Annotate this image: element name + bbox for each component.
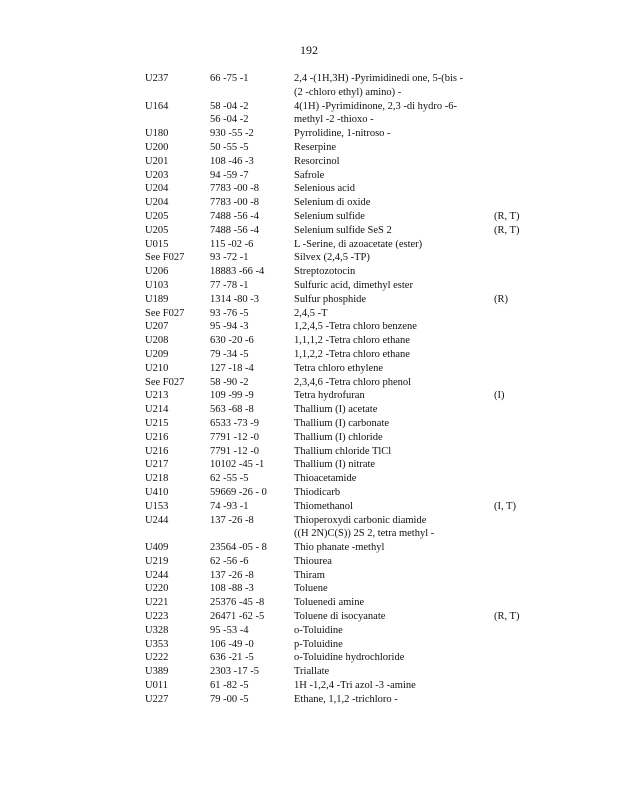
table-row (145, 445, 545, 459)
cas-number-line: 62 -56 -6 (210, 555, 249, 567)
substance-name (294, 155, 494, 169)
table-row (145, 486, 545, 500)
cas-number-line: 10102 -45 -1 (210, 459, 265, 471)
hazard-code: (R) (494, 293, 508, 305)
substance-name (294, 224, 494, 238)
waste-code: U209 (145, 348, 169, 360)
cas-number (210, 224, 294, 238)
waste-code: U389 (145, 666, 169, 678)
cas-number-line: 109 -99 -9 (210, 390, 254, 402)
cas-number (210, 279, 294, 293)
cas-number (210, 210, 294, 224)
table-row (145, 638, 545, 652)
waste-code: U164 (145, 100, 169, 112)
waste-code: U203 (145, 169, 169, 181)
waste-code: U213 (145, 390, 169, 402)
cas-number-line: 74 -93 -1 (210, 500, 249, 512)
table-row (145, 596, 545, 610)
cas-number (210, 486, 294, 500)
hazard-code: (R, T) (494, 611, 520, 623)
cas-number (210, 293, 294, 307)
cas-number (210, 693, 294, 707)
cas-number (210, 638, 294, 652)
substance-name-line: 1,1,1,2 -Tetra chloro ethane (294, 335, 410, 347)
substance-name-line: Toluenedi amine (294, 597, 365, 609)
waste-code: U215 (145, 417, 169, 429)
cas-number-line: 26471 -62 -5 (210, 611, 265, 623)
hazard-code: (R, T) (494, 210, 520, 222)
waste-code: U206 (145, 266, 169, 278)
table-row (145, 458, 545, 472)
substance-name (294, 376, 494, 390)
entry-list (145, 72, 545, 707)
substance-name-line: Pyrrolidine, 1-nitroso - (294, 128, 391, 140)
cas-number (210, 624, 294, 638)
cas-number-line: 563 -68 -8 (210, 404, 254, 416)
substance-name (294, 417, 494, 431)
cas-number-line: 2303 -17 -5 (210, 666, 259, 678)
cas-number-line: 23564 -05 - 8 (210, 542, 267, 554)
substance-name-line: 2,4 -(1H,3H) -Pyrimidinedi one, 5-(bis - (294, 73, 464, 84)
waste-code: U205 (145, 210, 169, 222)
substance-name (294, 251, 494, 265)
substance-name (294, 458, 494, 472)
substance-name (294, 693, 494, 707)
cas-number-line: 115 -02 -6 (210, 238, 254, 250)
cas-number-line: 59669 -26 - 0 (210, 486, 267, 498)
waste-code: U189 (145, 293, 169, 305)
table-row (145, 293, 545, 307)
cas-number (210, 320, 294, 334)
waste-code: U205 (145, 224, 169, 236)
substance-name (294, 72, 494, 100)
substance-name (294, 169, 494, 183)
substance-name (294, 348, 494, 362)
waste-code: U015 (145, 238, 169, 250)
substance-name (294, 100, 494, 128)
cas-number (210, 389, 294, 403)
cas-number (210, 348, 294, 362)
cas-number-line: 50 -55 -5 (210, 141, 249, 153)
substance-name-line: Selenium sulfide SeS 2 (294, 224, 392, 236)
substance-name (294, 210, 494, 224)
table-row (145, 624, 545, 638)
cas-number-line: 636 -21 -5 (210, 652, 254, 664)
substance-name (294, 582, 494, 596)
substance-name-line: ((H 2N)C(S)) 2S 2, tetra methyl - (294, 528, 435, 540)
substance-name (294, 320, 494, 334)
waste-code: U153 (145, 500, 169, 512)
substance-name-line: Thio phanate -methyl (294, 542, 385, 554)
waste-code: U221 (145, 597, 169, 609)
cas-number-line: 137 -26 -8 (210, 569, 254, 581)
table-row (145, 610, 545, 624)
substance-name-line: Thiram (294, 569, 325, 581)
cas-number-line: 106 -49 -0 (210, 638, 254, 650)
table-row (145, 541, 545, 555)
cas-number (210, 651, 294, 665)
cas-number (210, 472, 294, 486)
substance-name-line: Thallium (I) carbonate (294, 417, 390, 429)
substance-name-line: Tetra hydrofuran (294, 390, 365, 402)
substance-name (294, 196, 494, 210)
substance-name (294, 389, 494, 403)
table-row (145, 665, 545, 679)
substance-name (294, 569, 494, 583)
substance-name-line: Silvex (2,4,5 -TP) (294, 252, 370, 264)
table-row (145, 569, 545, 583)
table-row (145, 320, 545, 334)
substance-name-line: Ethane, 1,1,2 -trichloro - (294, 693, 398, 705)
substance-name (294, 624, 494, 638)
table-row (145, 431, 545, 445)
cas-number (210, 265, 294, 279)
substance-name-line: Safrole (294, 169, 325, 181)
waste-code: U216 (145, 431, 169, 443)
substance-name (294, 445, 494, 459)
table-row (145, 348, 545, 362)
cas-number (210, 182, 294, 196)
table-row (145, 403, 545, 417)
cas-number (210, 100, 294, 128)
waste-code: U353 (145, 638, 169, 650)
substance-name-line: Thallium (I) acetate (294, 404, 378, 416)
substance-name-line: Triallate (294, 666, 330, 678)
substance-name-line: Selenium sulfide (294, 210, 365, 222)
cas-number-line: 93 -72 -1 (210, 252, 249, 264)
cas-number-line: 66 -75 -1 (210, 73, 249, 84)
cas-number-line: 7791 -12 -0 (210, 431, 259, 443)
cas-number-line: 7783 -00 -8 (210, 197, 259, 209)
cas-number-line: 94 -59 -7 (210, 169, 249, 181)
cas-number-line: 1314 -80 -3 (210, 293, 259, 305)
substance-name (294, 472, 494, 486)
substance-name-line: Selenium di oxide (294, 197, 371, 209)
substance-name-line: p-Toluidine (294, 638, 343, 650)
substance-name-line: Thiourea (294, 555, 332, 567)
cas-number-line: 95 -94 -3 (210, 321, 249, 333)
table-row (145, 279, 545, 293)
waste-code: U409 (145, 542, 169, 554)
substance-name-line: o-Toluidine (294, 624, 343, 636)
cas-number (210, 127, 294, 141)
cas-number-line: 77 -78 -1 (210, 279, 249, 291)
cas-number-line: 7791 -12 -0 (210, 445, 259, 457)
substance-name (294, 362, 494, 376)
substance-name-line: o-Toluidine hydrochloride (294, 652, 405, 664)
substance-name-line: methyl -2 -thioxo - (294, 114, 374, 126)
cas-number (210, 362, 294, 376)
substance-name (294, 238, 494, 252)
substance-name-line: 1,2,4,5 -Tetra chloro benzene (294, 321, 417, 333)
table-row (145, 693, 545, 707)
substance-name-line: 4(1H) -Pyrimidinone, 2,3 -di hydro -6- (294, 100, 458, 112)
substance-name (294, 486, 494, 500)
substance-name (294, 403, 494, 417)
cas-number-line: 93 -76 -5 (210, 307, 249, 319)
table-row (145, 72, 545, 100)
cas-number (210, 251, 294, 265)
cas-number (210, 458, 294, 472)
substance-name-line: Toluene di isocyanate (294, 611, 386, 623)
cas-number-line: 7488 -56 -4 (210, 224, 259, 236)
cas-number (210, 403, 294, 417)
waste-code: See F027 (145, 376, 185, 388)
table-row (145, 141, 545, 155)
waste-code: U214 (145, 404, 169, 416)
cas-number-line: 930 -55 -2 (210, 128, 254, 140)
table-row (145, 362, 545, 376)
substance-name (294, 127, 494, 141)
substance-name (294, 141, 494, 155)
cas-number (210, 431, 294, 445)
cas-number-line: 108 -88 -3 (210, 583, 254, 595)
table-row (145, 127, 545, 141)
cas-number (210, 541, 294, 555)
waste-code: U219 (145, 555, 169, 567)
substance-name-line: Streptozotocin (294, 266, 356, 278)
cas-number-line: 95 -53 -4 (210, 624, 249, 636)
cas-number-line: 25376 -45 -8 (210, 597, 265, 609)
cas-number-line: 7488 -56 -4 (210, 210, 259, 222)
table-row (145, 582, 545, 596)
waste-code: See F027 (145, 252, 185, 264)
substance-name (294, 265, 494, 279)
waste-code: U328 (145, 624, 169, 636)
waste-code: U222 (145, 652, 169, 664)
substance-name-line: L -Serine, di azoacetate (ester) (294, 238, 423, 250)
cas-number (210, 610, 294, 624)
substance-name (294, 514, 494, 542)
table-row (145, 651, 545, 665)
waste-code: See F027 (145, 307, 185, 319)
cas-number (210, 238, 294, 252)
substance-name (294, 431, 494, 445)
substance-name-line: (2 -chloro ethyl) amino) - (294, 86, 402, 98)
substance-name-line: Sulfur phosphide (294, 293, 367, 305)
substance-name-line: Thioacetamide (294, 473, 357, 485)
cas-number (210, 417, 294, 431)
table-row (145, 307, 545, 321)
waste-code: U210 (145, 362, 169, 374)
substance-name (294, 334, 494, 348)
table-row (145, 679, 545, 693)
cas-number-line: 61 -82 -5 (210, 680, 249, 692)
cas-number (210, 665, 294, 679)
substance-name (294, 596, 494, 610)
substance-name-line: 2,4,5 -T (294, 307, 328, 319)
substance-name (294, 555, 494, 569)
substance-name (294, 541, 494, 555)
hazard-code: (I) (494, 390, 505, 402)
cas-number-line: 79 -00 -5 (210, 693, 249, 705)
table-row (145, 417, 545, 431)
substance-name-line: Selenious acid (294, 183, 355, 195)
waste-code: U103 (145, 279, 169, 291)
substance-name (294, 182, 494, 196)
substance-name-line: Thioperoxydi carbonic diamide (294, 514, 427, 526)
waste-code: U011 (145, 680, 168, 692)
cas-number (210, 582, 294, 596)
hazard-code: (R, T) (494, 224, 520, 236)
waste-code: U201 (145, 155, 169, 167)
table-row (145, 376, 545, 390)
waste-code: U200 (145, 141, 169, 153)
waste-code: U237 (145, 73, 169, 84)
substance-name-line: Toluene (294, 583, 328, 595)
waste-code: U218 (145, 473, 169, 485)
substance-name-line: Thiodicarb (294, 486, 341, 498)
table-row (145, 238, 545, 252)
cas-number-line: 127 -18 -4 (210, 362, 254, 374)
cas-number-line: 56 -04 -2 (210, 114, 249, 126)
substance-name (294, 665, 494, 679)
substance-name (294, 679, 494, 693)
substance-name (294, 610, 494, 624)
substance-name-line: Thallium (I) nitrate (294, 459, 376, 471)
substance-name-line: Reserpine (294, 141, 336, 153)
cas-number (210, 555, 294, 569)
substance-name-line: Resorcinol (294, 155, 340, 167)
substance-name-line: 2,3,4,6 -Tetra chloro phenol (294, 376, 412, 388)
waste-code: U244 (145, 514, 169, 526)
cas-number (210, 72, 294, 100)
substance-name-line: 1H -1,2,4 -Tri azol -3 -amine (294, 680, 416, 692)
substance-name (294, 651, 494, 665)
table-row (145, 389, 545, 403)
waste-code: U204 (145, 183, 169, 195)
table-row (145, 251, 545, 265)
waste-code: U180 (145, 128, 169, 140)
cas-number-line: 137 -26 -8 (210, 514, 254, 526)
waste-code: U216 (145, 445, 169, 457)
substance-name-line: Tetra chloro ethylene (294, 362, 384, 374)
waste-code: U223 (145, 611, 169, 623)
cas-number (210, 155, 294, 169)
cas-number-line: 58 -04 -2 (210, 100, 249, 112)
table-row (145, 334, 545, 348)
cas-number-line: 18883 -66 -4 (210, 266, 265, 278)
waste-code: U244 (145, 569, 169, 581)
cas-number (210, 445, 294, 459)
cas-number (210, 141, 294, 155)
waste-code: U220 (145, 583, 169, 595)
hazard-code: (I, T) (494, 500, 516, 512)
substance-name-line: Thallium chloride TlCl (294, 445, 392, 457)
cas-number-line: 7783 -00 -8 (210, 183, 259, 195)
cas-number (210, 334, 294, 348)
table-row (145, 555, 545, 569)
substance-name (294, 293, 494, 307)
cas-number-line: 79 -34 -5 (210, 348, 249, 360)
substance-name (294, 307, 494, 321)
cas-number (210, 376, 294, 390)
cas-number-line: 58 -90 -2 (210, 376, 249, 388)
table-row (145, 100, 545, 128)
table-row (145, 472, 545, 486)
waste-code: U207 (145, 321, 169, 333)
cas-number (210, 514, 294, 542)
substance-name (294, 500, 494, 514)
waste-code: U410 (145, 486, 169, 498)
waste-code: U204 (145, 197, 169, 209)
table-row (145, 500, 545, 514)
waste-code: U208 (145, 335, 169, 347)
table-row (145, 224, 545, 238)
cas-number (210, 196, 294, 210)
table-row (145, 265, 545, 279)
cas-number (210, 169, 294, 183)
table-row (145, 514, 545, 542)
cas-number (210, 307, 294, 321)
cas-number-line: 108 -46 -3 (210, 155, 254, 167)
substance-name-line: Thiomethanol (294, 500, 353, 512)
substance-name-line: 1,1,2,2 -Tetra chloro ethane (294, 348, 410, 360)
cas-number-line: 630 -20 -6 (210, 335, 254, 347)
cas-number-line: 62 -55 -5 (210, 473, 249, 485)
substance-name (294, 638, 494, 652)
substance-name-line: Sulfuric acid, dimethyl ester (294, 279, 413, 291)
table-row (145, 155, 545, 169)
cas-number (210, 596, 294, 610)
table-row (145, 210, 545, 224)
waste-code: U217 (145, 459, 169, 471)
page-number: 192 (300, 43, 318, 57)
cas-number (210, 500, 294, 514)
waste-code: U227 (145, 693, 169, 705)
cas-number (210, 569, 294, 583)
table-row (145, 196, 545, 210)
substance-name (294, 279, 494, 293)
table-row (145, 182, 545, 196)
cas-number (210, 679, 294, 693)
table-row (145, 169, 545, 183)
cas-number-line: 6533 -73 -9 (210, 417, 259, 429)
substance-name-line: Thallium (I) chloride (294, 431, 383, 443)
